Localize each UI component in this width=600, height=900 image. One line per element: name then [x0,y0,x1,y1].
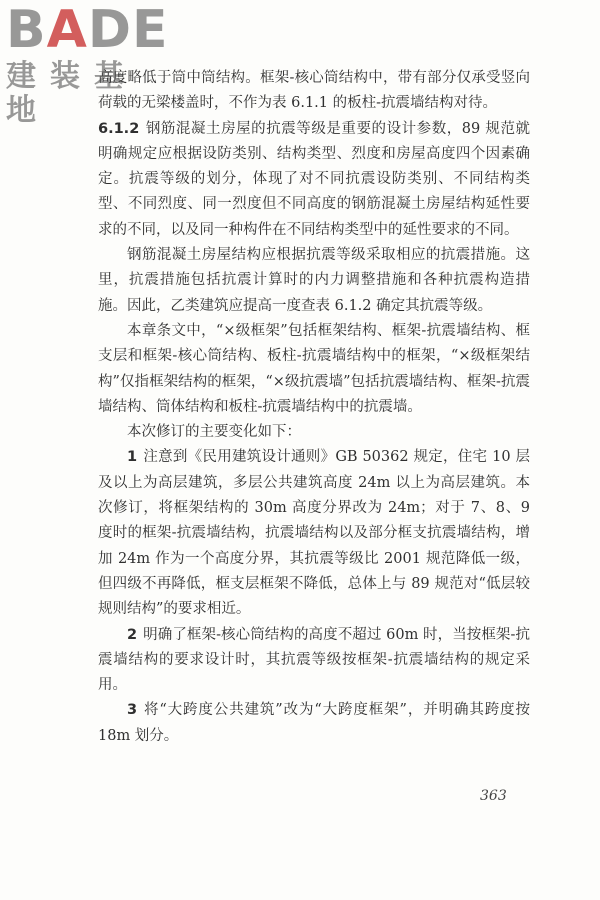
paragraph [98,319,530,420]
list-item [98,698,530,749]
watermark-brand-b: B [6,0,47,60]
section-number: 6.1.2 [98,120,140,137]
item-number: 3 [127,702,138,719]
watermark-brand [6,0,176,60]
list-item [98,623,530,699]
watermark-brand-rest: DE [87,0,169,60]
item-number: 2 [127,626,138,643]
section-paragraph [98,117,530,243]
item-text: 注意到《民用建筑设计通则》GB 50362 规定，住宅 10 层及以上为高层建筑，多层公共建筑高度 24m 以上为高层建筑。本次修订，将框架结构的 30m 高度分界改为 24m；对于 7、8、9 度时的框架-抗震墙结构，抗震墙结构以及部分框支抗震墙结构，增加 24m 作为一个高度分界，其抗震等级比 2001 规范降低一级，但四级不再降低，框支层框架不降低，总体上与 89 规范对“低层较规则结构”的要求相近。 [98,449,530,618]
watermark-logo [6,0,176,128]
item-text: 将“大跨度公共建筑”改为“大跨度框架”，并明确其跨度按 18m 划分。 [98,702,530,744]
paragraph [98,243,530,319]
watermark-brand-a: A [46,0,88,60]
paragraph-text: 本次修订的主要变化如下： [127,424,301,441]
paragraph-text: 钢筋混凝土房屋结构应根据抗震等级采取相应的抗震措施。这里，抗震措施包括抗震计算时的内力调整措施和各种抗震构造措施。因此，乙类建筑应提高一度查表 6.1.2 确定其抗震等级。 [98,247,530,314]
paragraph-text: 本章条文中，“×级框架”包括框架结构、框架-抗震墙结构、框支层和框架-核心筒结构、板柱-抗震墙结构中的框架，“×级框架结构”仅指框架结构的框架，“×级抗震墙”包括抗震墙结构、框架-抗震墙结构、筒体结构和板柱-抗震墙结构中的抗震墙。 [98,322,530,415]
item-text: 明确了框架-核心筒结构的高度不超过 60m 时，当按框架-抗震墙结构的要求设计时，其抗震等级按框架-抗震墙结构的规定采用。 [98,626,530,694]
body-text [98,66,530,749]
watermark-subtitle: 建装基地 [6,59,138,128]
paragraph-text: 钢筋混凝土房屋的抗震等级是重要的设计参数，89 规范就明确规定应根据设防类别、结构类型、烈度和房屋高度四个因素确定。抗震等级的划分，体现了对不同抗震设防类别、不同结构类型、不同烈度、同一烈度但不同高度的钢筋混凝土房屋结构延性要求的不同，以及同一种构件在不同结构类型中的延性要求的不同。 [98,120,530,238]
item-number: 1 [127,449,138,466]
list-item [98,445,530,622]
page-number: 363 [480,788,507,804]
paragraph [98,420,530,445]
paragraph-text: 高度略低于筒中筒结构。框架-核心筒结构中，带有部分仅承受竖向荷载的无梁楼盖时，不作为表 6.1.1 的板柱-抗震墙结构对待。 [98,70,530,112]
